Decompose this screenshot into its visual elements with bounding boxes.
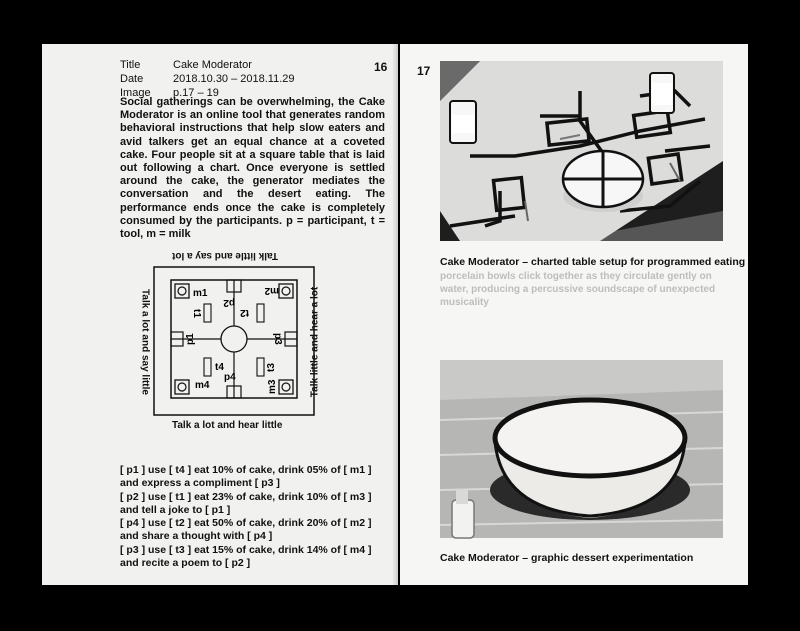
- label-m2: m2: [264, 285, 279, 296]
- label-m1: m1: [193, 288, 208, 299]
- label-t2: t2: [240, 307, 249, 318]
- diagram-right-label: Talk little and hear a lot: [309, 286, 321, 398]
- instruction-line: [ p3 ] use [ t3 ] eat 15% of cake, drink 14% of [ m4 ]: [120, 543, 372, 556]
- table-chart-diagram: [153, 266, 315, 416]
- label-t3: t3: [266, 363, 277, 372]
- meta-value: Cake Moderator: [173, 59, 252, 71]
- label-p3: p3: [272, 333, 283, 345]
- meta-key: Title: [120, 59, 141, 71]
- label-t4: t4: [215, 362, 224, 373]
- instruction-line: [ p4 ] use [ t2 ] eat 50% of cake, drink 20% of [ m2 ]: [120, 517, 372, 530]
- label-t1: t1: [191, 309, 202, 318]
- instruction-line: [ p1 ] use [ t4 ] eat 10% of cake, drink 05% of [ m1 ]: [120, 464, 372, 476]
- meta-value: p.17 – 19: [173, 87, 219, 99]
- label-p4: p4: [224, 372, 236, 383]
- show-through-text: porcelain bowls click together as they circulate gently on water, producing a percussive soundscape of unexpected musicality: [440, 271, 716, 308]
- diagram-top-label: Talk little and say a lot: [172, 250, 278, 261]
- page-number-right: 17: [417, 64, 431, 78]
- table-setup-photo: [440, 61, 723, 241]
- instruction-line: and share a thought with [ p4 ]: [120, 530, 273, 543]
- caption-top: Cake Moderator – charted table setup for programmed eating: [440, 256, 746, 268]
- instruction-list: [120, 464, 380, 570]
- label-m4: m4: [195, 380, 210, 391]
- page-number-left: 16: [374, 60, 388, 74]
- instruction-line: and express a compliment [ p3 ]: [120, 477, 280, 490]
- cake-photo: [440, 360, 723, 538]
- instruction-line: and tell a joke to [ p1 ]: [120, 503, 231, 516]
- meta-key: Date: [120, 73, 144, 85]
- right-page: [400, 44, 748, 585]
- label-p1: p1: [185, 333, 196, 345]
- meta-key: Image: [120, 87, 151, 99]
- instruction-line: and recite a poem to [ p2 ]: [120, 557, 251, 570]
- body-paragraph: Social gatherings can be overwhelming, the Cake Moderator is an online tool that generates random behavioral instructions that help slow eaters and avid talkers get an equal chance at a coveted cake. Four people sit at a square table that is laid out following a chart. Once everyone is settled around the cake, the generator mediates the conversation and the desert eating. The performance ends once the cake is completely consumed by the participants. p = participant, t = tool, m = milk: [120, 96, 385, 241]
- label-p2: p2: [223, 297, 235, 308]
- diagram-left-label: Talk a lot and say little: [139, 289, 151, 395]
- diagram-bottom-label: Talk a lot and hear little: [172, 420, 283, 431]
- metadata-block: [120, 58, 295, 100]
- instruction-line: [ p2 ] use [ t1 ] eat 23% of cake, drink 10% of [ m3 ]: [120, 490, 372, 503]
- meta-row-date: [120, 72, 295, 86]
- left-page: [42, 44, 398, 585]
- caption-bottom: Cake Moderator – graphic dessert experimentation: [440, 552, 694, 564]
- meta-row-title: [120, 58, 295, 72]
- label-m3: m3: [267, 379, 278, 394]
- meta-value: 2018.10.30 – 2018.11.29: [173, 73, 295, 85]
